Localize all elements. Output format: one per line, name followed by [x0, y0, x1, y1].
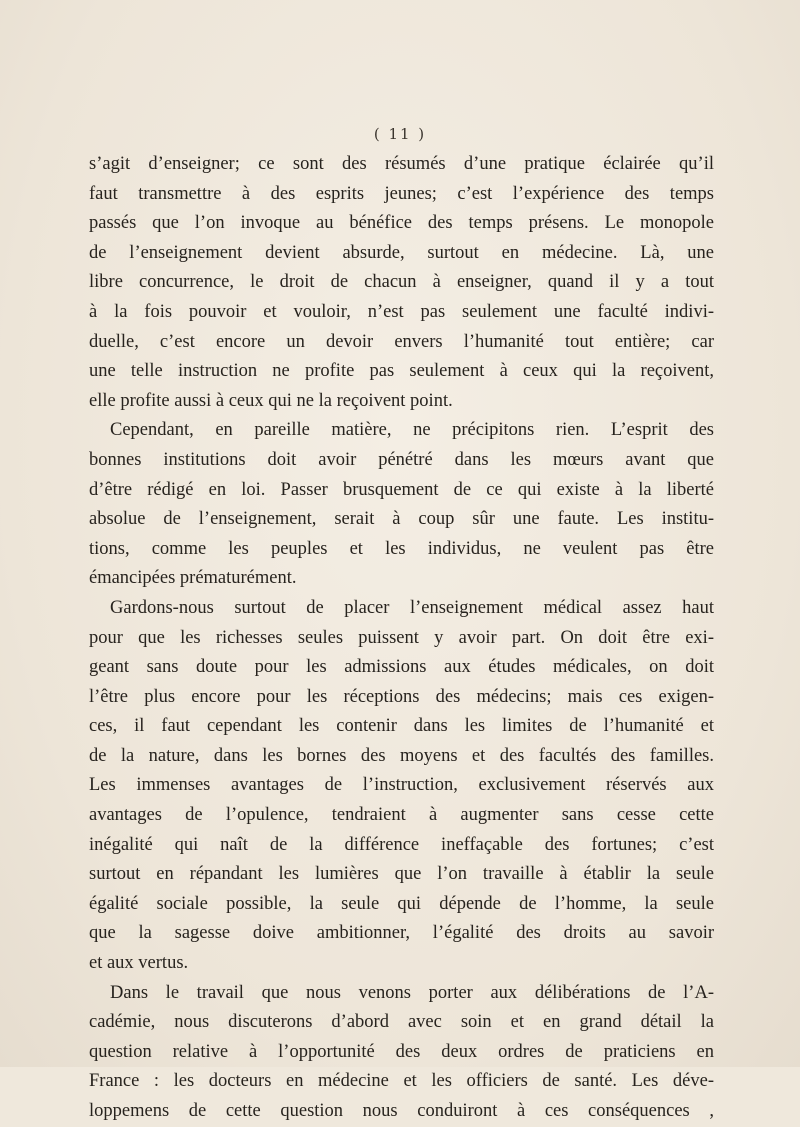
text-line: libre concurrence, le droit de chacun à enseigner, quand il y a tout — [89, 272, 714, 293]
text-line: elle profite aussi à ceux qui ne la reçoivent point. — [89, 390, 453, 411]
text-line: l’être plus encore pour les réceptions des médecins; mais ces exigen- — [89, 686, 714, 707]
text-line: bonnes institutions doit avoir pénétré dans les mœurs avant que — [89, 449, 714, 470]
text-line: égalité sociale possible, la seule qui dépende de l’homme, la seule — [89, 893, 714, 914]
text-line: de l’enseignement devient absurde, surtout en médecine. Là, une — [89, 242, 714, 263]
text-line: passés que l’on invoque au bénéfice des temps présens. Le monopole — [89, 213, 714, 234]
text-line: tions, comme les peuples et les individus, ne veulent pas être — [89, 538, 714, 559]
text-line: inégalité qui naît de la différence ineffaçable des fortunes; c’est — [89, 834, 714, 855]
text-line: et aux vertus. — [89, 953, 189, 974]
text-line: de la nature, dans les bornes des moyens et des facultés des familles. — [89, 745, 714, 766]
text-line: que la sagesse doive ambitionner, l’égalité des droits au savoir — [89, 923, 714, 944]
text-line: Gardons-nous surtout de placer l’enseignement médical assez haut — [110, 597, 714, 618]
text-line: une telle instruction ne profite pas seulement à ceux qui la reçoivent, — [89, 361, 714, 382]
text-line: France : les docteurs en médecine et les officiers de santé. Les déve- — [89, 1071, 714, 1092]
text-line: surtout en répandant les lumières que l’on travaille à établir la seule — [89, 864, 714, 885]
text-line: Les immenses avantages de l’instruction, exclusivement réservés aux — [89, 775, 714, 796]
text-line: question relative à l’opportunité des deux ordres de praticiens en — [89, 1041, 714, 1062]
text-line: ces, il faut cependant les contenir dans les limites de l’humanité et — [89, 716, 714, 737]
text-line: geant sans doute pour les admissions aux études médicales, on doit — [89, 657, 714, 678]
text-line: d’être rédigé en loi. Passer brusquement de ce qui existe à la liberté — [89, 479, 714, 500]
page-number: ( 11 ) — [373, 125, 427, 143]
text-line: duelle, c’est encore un devoir envers l’humanité tout entière; car — [89, 331, 714, 352]
text-line: cadémie, nous discuterons d’abord avec soin et en grand détail la — [89, 1012, 714, 1033]
text-line: avantages de l’opulence, tendraient à augmenter sans cesse cette — [89, 805, 714, 826]
text-line: s’agit d’enseigner; ce sont des résumés d’une pratique éclairée qu’il — [89, 154, 714, 174]
text-line: Cependant, en pareille matière, ne précipitons rien. L’esprit des — [110, 420, 714, 441]
text-line: émancipées prématurément. — [89, 568, 297, 589]
text-line: faut transmettre à des esprits jeunes; c’est l’expérience des temps — [89, 183, 714, 204]
text-line: pour que les richesses seules puissent y avoir part. On doit être exi- — [89, 627, 714, 648]
text-line: loppemens de cette question nous conduiront à ces conséquences , — [89, 1101, 714, 1121]
text-line: absolue de l’enseignement, serait à coup sûr une faute. Les institu- — [89, 509, 714, 530]
text-line: à la fois pouvoir et vouloir, n’est pas seulement une faculté indivi- — [89, 301, 714, 322]
body-text — [89, 150, 714, 1127]
text-line: Dans le travail que nous venons porter aux délibérations de l’A- — [110, 982, 714, 1003]
